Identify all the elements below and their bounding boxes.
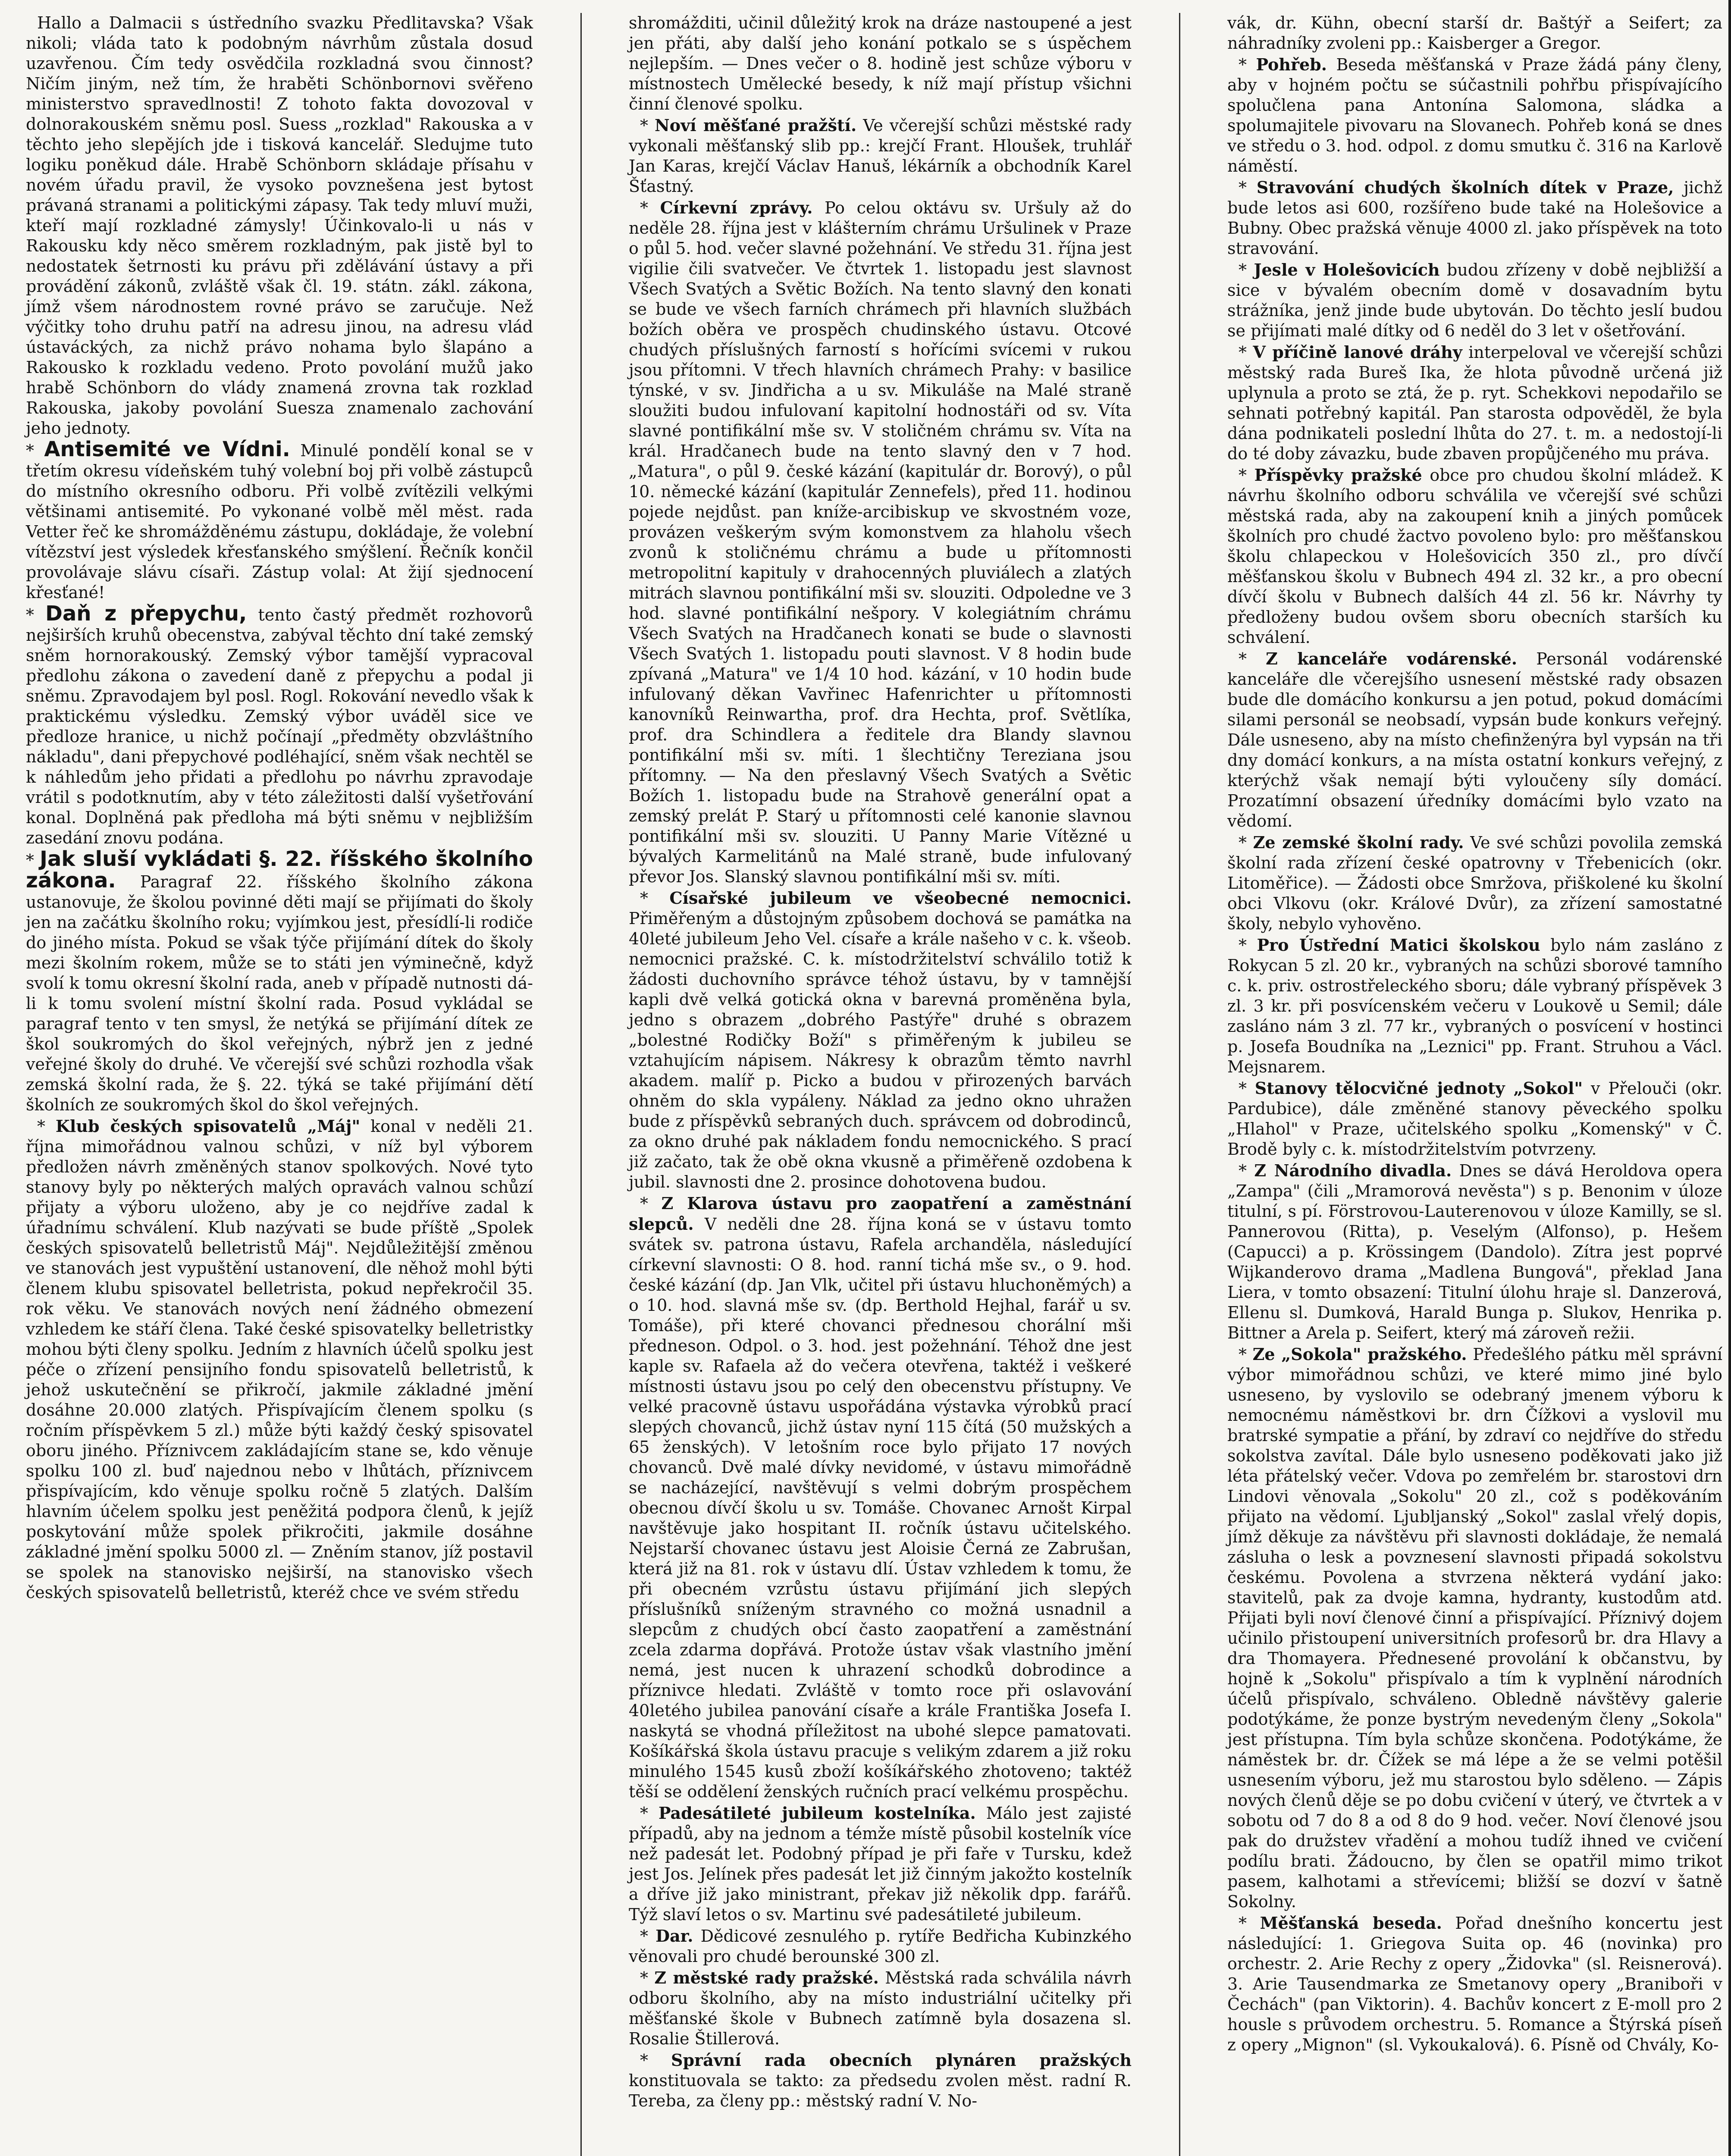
- news-item: * Z městské rady pražské. Městská rada schválila návrh odboru školního, aby na místo industriální učitelky při měšťanské škole v Bubnech zatímně byla dosazena sl. Rosalie Štillerová.: [629, 1968, 1132, 2048]
- news-item-heading: Pohřeb.: [1256, 55, 1327, 74]
- news-item-heading: Z Národního divadla.: [1254, 1161, 1452, 1180]
- news-item-body: konstituovala se takto: za předsedu zvolen měst. radní R. Tereba, za členy pp.: městský radní V. No-: [629, 2071, 1132, 2110]
- news-item: * Pro Ústřední Matici školskou bylo nám zasláno z Rokycan 5 zl. 20 kr., vybraných na schůzi sborové tamního c. k. priv. ostrostřeleckého sboru; dále vybraný příspěvek 3 zl. 3 kr. při posvícenském večeru v Loukově u Semil; dále zasláno nám 3 zl. 77 kr., vybraných o posvícení v hostinci p. Josefa Boudníka na „Leznici" pp. Frant. Struhou a Václ. Mejsnarem.: [1227, 935, 1722, 1076]
- news-item-heading: Příspěvky pražské: [1254, 465, 1422, 485]
- news-item-body: Minulé pondělí konal se v třetím okresu vídeňském tuhý volební boj při volbě zástupců do místního okresního odboru. Při volbě zvítězili velkými většinami antisemité. Po vykonané volbě měl měst. rada Vetter řeč ke shromážděnému zástupu, dokládaje, že volební vítězství jest výsledek křesťanského smýšlení. Řečník končil provolávaje slávu císaři. Zástup volal: At žijí sjednocení křesťané!: [26, 441, 533, 602]
- news-item: * Ze „Sokola" pražského. Předešlého pátku měl správní výbor mimořádnou schůzi, ve které mimo jiné bylo usneseno, by vyslovilo se odebraný jmenem výboru k nemocnému náměstkovi br. drn Čížkovi a vyslovil mu bratrské sympatie a přání, by zdraví co nejdříve do středu sokolstva zavítal. Dále bylo usneseno poděkovati jako již léta přátelský večer. Vdova po zemřelém br. starostovi drn Lindovi věnovala „Sokolu" 20 zl., což s poděkováním přijato na vědomí. Ljubljanský „Sokol" zaslal vřelý dopis, jímž děkuje za návštěvu při slavnosti dokládaje, že nemalá zásluha o lesk a povznesení slavnosti připadá sokolstvu českému. Povolena a stvrzena některá vydání jako: stavitelů, pak za dvoje kamna, hydranty, kustodům atd. Přijati byli noví členové činní a přispívající. Příznivý dojem učinilo přistoupení universitních profesorů br. dra Hlavy a dra Thomayera. Přednesené provolání k občanstvu, by hojně k „Sokolu" přispívalo a tím k vyplnění národních účelů přispívalo, schváleno. Obledně návštěvy galerie podotýkáme, že ponze bystrým nevedeným členy „Sokola" jest přístupna. Tím byla schůze skončena. Podotýkáme, že náměstek br. dr. Čížek se má lépe a že se velmi potěšil usnesením výboru, jež mu starostou bylo sděleno. — Zápis nových členů děje se po dobu cvičení v úterý, ve čtvrtek a v sobotu od 7 do 8 a od 8 do 9 hod. večer. Noví členové jsou pak do družstev vřadění a mohou tudíž ihned ve cvičení podílu brati. Žádoucno, by člen se opatřil mimo trikot pasem, kalhotami a střevícemi; bližší se dozví v šatně Sokolny.: [1227, 1344, 1722, 1911]
- news-item: * Z Klarova ústavu pro zaopatření a zaměstnání slepců. V neděli dne 28. října koná se v ústavu tomto svátek sv. patrona ústavu, Rafela archanděla, následující církevní slavnosti: O 8. hod. ranní tichá mše sv., o 9. hod. české kázání (dp. Jan Vlk, učitel při ústavu hluchoněmých) a o 10. hod. slavná mše sv. (dp. Berthold Hejhal, farář u sv. Tomáše), při které chovanci přednesou chorální mši předneson. Odpol. o 3. hod. jest požehnání. Téhož dne jest kaple sv. Rafaela až do večera otevřena, taktéž i veškeré místnosti ústavu jsou po celý den obecenstvu přístupny. Ve velké pracovně ústavu uspořádána výstavka výrobků prací slepých chovanců, jichž ústav nyní 115 čítá (50 mužských a 65 ženských). V letošním roce bylo přijato 17 nových chovanců. Dvě malé dívky nevidomé, v ústavu mimořádně se nacházející, navštěvují s velmi dobrým prospěchem obecnou dívčí školu u sv. Tomáše. Chovanec Arnošt Kirpal navštěvuje jako hospitant II. ročník ústavu učitelského. Nejstarší chovanec ústavu jest Aloisie Černá ze Zabrušan, která již na 81. rok v ústavu dlí. Ústav vzhledem k tomu, že při obecném vzrůstu ústavu přijímání jich slepých příslušníků sníženým stravného co možná usnadnil a slepcům z chudých obcí často zaopatření a zaměstnání zcela zdarma dopřává. Protože ústav však vlastního jmění nemá, jest nucen k uhrazení schodků dobrodince a příznivce hledati. Zvláště v tomto roce při oslavování 40letého jubilea panování císaře a krále Františka Josefa I. naskytá se vhodná příležitost na ubohé slepce pamatovati. Košíkářská škola ústavu pracuje s velikým zdarem a již roku minulého 1545 kusů zboží košíkářského zhotoveno; taktéž těší se oddělení ženských ručních prací velkému prospěchu.: [629, 1194, 1132, 1801]
- news-item: * Měšťanská beseda. Pořad dnešního koncertu jest následující: 1. Griegova Suita op. 46 (novinka) pro orchestr. 2. Arie Rechy z opery „Židovka" (sl. Reisnerová). 3. Arie Tausendmarka ze Smetanovy opery „Braniboři v Čechách" (pan Viktorin). 4. Bachův koncert z E-moll pro 2 housle s průvodem orchestru. 5. Romance a Štýrská píseň z opery „Mignon" (sl. Vykoukalová). 6. Písně od Chvály, Ko-: [1227, 1913, 1722, 2054]
- news-item-body: Po celou oktávu sv. Uršuly až do neděle 28. října jest v klášterním chrámu Uršulinek v Praze o půl 5. hod. večer slavné požehnání. Ve středu 31. října jest vigilie čili svatvečer. Ve čtvrtek 1. listopadu jest slavnost Všech Svatých a Světic Božích. Na tento slavný den konati se bude ve všech farních chrámech při hlavních službách božích oběra ve prospěch chudinského ústavu. Otcové chudých příslušných farností s hořícími svícemi v rukou jsou přítomni. V třech hlavních chrámech Prahy: v basilice týnské, v sv. Jindřicha a u sv. Mikuláše na Malé straně sloužiti budou infulovaní kapitolní hodnostáři od sv. Víta slavné pontifikální mše sv. V stoličném chrámu sv. Víta na král. Hradčanech bude na tento slavný den v 7 hod. „Matura", o půl 9. české kázání (kapitulár dr. Borový), o půl 10. německé kázání (kapitulár Zennefels), před 11. hodinou pojede nejdůst. pan kníže-arcibiskup ve skvostném voze, provázen veškerým svým komonstvem za hlaholu všech zvonů k stoličnému chrámu a bude u přítomnosti metropolitní kapituly v drahocenných pluviálech a zlatých mitrách slavnou pontifikální mši sv. slouziti. Odpoledne ve 3 hod. slavné pontifikální nešpory. V kolegiátním chrámu Všech Svatých na Hradčanech konati se bude o slavnosti Všech Svatých 1. listopadu pouti slavnost. V 8 hodin bude zpívaná „Matura" ve 1/4 10 hod. kázání, v 10 hodin bude infulovaný děkan Vavřinec Hafenrichter u přítomnosti kanovníků Reinwartha, prof. dra Hechta, prof. Světlíka, prof. dra Schindlera a ředitele dra Blandy slavnou pontifikální mši sv. míti. 1 šlechtičny Tereziana jsou přítomny. — Na den přeslavný Všech Svatých a Světic Božích 1. listopadu bude na Strahově generální opat a zemský prelát P. Starý u přítomnosti celé kanonie slavnou pontifikální mši sv. slouziti. U Panny Marie Vítězné u bývalých Karmelitánů na Malé straně, bude infulovaný převor Jos. Slanský slavnou pontifikální mši sv. míti.: [629, 198, 1132, 886]
- news-item: * Z kanceláře vodárenské. Personál vodárenské kanceláře dle včerejšího usnesení městské rady obsazen bude dle domácího konkursu a jen potud, pokud domácími silami personál se neobsadí, vypsán bude konkurs veřejný. Dále usneseno, aby na místo chefinženýra byl vypsán na tři dny domácí konkurs, a na místa ostatní konkurs veřejný, z kterýchž však nemají býti vyloučeny síly domácí. Prozatímní obsazení úředníky domácími bylo vzato na vědomí.: [1227, 649, 1722, 830]
- news-item-heading: Z Klarova ústavu pro zaopatření a zaměstnání slepců.: [629, 1194, 1132, 1234]
- column-3: [1227, 13, 1722, 2156]
- news-item-body: Dědicové zesnulého p. rytíře Bedřicha Kubinzkého věnovali pro chudé berounské 300 zl.: [629, 1927, 1132, 1966]
- news-item: * Noví měšťané pražští. Ve včerejší schůzi městské rady vykonali měšťanský slib pp.: krejčí Frant. Hloušek, truhlář Jan Karas, krejčí Václav Hanuš, lékárník a obchodník Karel Šťastný.: [629, 116, 1132, 196]
- page-edge-mark: [1728, 0, 1731, 2156]
- news-item-body: bylo nám zasláno z Rokycan 5 zl. 20 kr., vybraných na schůzi sborové tamního c. k. priv. ostrostřeleckého sboru; dále vybraný příspěvek 3 zl. 3 kr. při posvícenském večeru v Loukově u Semil; dále zasláno nám 3 zl. 77 kr., vybraných o posvícení v hostinci p. Josefa Boudníka na „Leznici" pp. Frant. Struhou a Václ. Mejsnarem.: [1227, 936, 1722, 1076]
- news-item: * Správní rada obecních plynáren pražských konstituovala se takto: za předsedu zvolen měst. radní R. Tereba, za členy pp.: městský radní V. No-: [629, 2050, 1132, 2110]
- news-item-body: v Přelouči (okr. Pardubice), dále změněné stanovy pěveckého spolku „Hlahol" v Praze, učitelského spolku „Komenský" v Č. Brodě byly c. k. místodržitelstvím potvrzeny.: [1227, 1079, 1722, 1159]
- news-item-body: Dnes se dává Heroldova opera „Zampa" (čili „Mramorová nevěsta") s p. Benonim v úloze titulní, s pí. Förstrovou-Lauterenovou v úloze Kamilly, se sl. Pannerovou (Ritta), p. Veselým (Alfonso), p. Hešem (Capucci) a p. Krössingem (Dandolo). Zítra jest poprvé Wijkanderovo drama „Madlena Bungová", překlad Jana Liera, v tomto obsazení: Titulní úlohu hraje sl. Danzerová, Ellenu sl. Dumková, Harald Bunga p. Slukov, Henrika p. Bittner a Arela p. Seifert, který má zároveň režii.: [1227, 1161, 1722, 1342]
- news-item: * Daň z přepychu, tento častý předmět rozhovorů nejširších kruhů obecenstva, zabýval těchto dní také zemský sněm hornorakouský. Zemský výbor tamější vypracoval předlohu zákona o zavedení daně z přepychu a podal ji sněmu. Zpravodajem byl posl. Rogl. Rokování nevedlo však k praktickému výsledku. Zemský výbor uváděl sice ve předloze hranice, u nichž počínají „předměty obzvláštního nákladu", dani přepychové podléhající, sněm však nechtěl se k náhledům jeho přidati a předlohu po návrhu zpravodaje vrátil s podotknutím, aby v této záležitosti další vyšetřování konal. Doplněná pak předloha má býti sněmu v nejbližším zasedání znovu podána.: [26, 602, 533, 847]
- news-item: * Padesátileté jubileum kostelníka. Málo jest zajisté případů, aby na jednom a témže místě působil kostelník více než padesát let. Podobný případ je při faře v Tursku, kdež jest Jos. Jelínek přes padesát let již činným jakožto kostelník a dříve již jako ministrant, překav již několik dpp. farářů. Týž slaví letos o sv. Martinu své padesátileté jubileum.: [629, 1803, 1132, 1924]
- news-item-heading: Z městské rady pražské.: [654, 1968, 879, 1987]
- news-item-heading: Jak sluší vykládati §. 22. říšského školního zákona.: [26, 847, 533, 893]
- news-item: [629, 13, 1132, 114]
- news-item-heading: Antisemité ve Vídni.: [44, 437, 290, 461]
- news-item-heading: Ze zemské školní rady.: [1253, 833, 1464, 852]
- news-item: [26, 13, 533, 439]
- news-item-heading: Církevní zprávy.: [660, 198, 813, 217]
- column-2: [629, 13, 1132, 2156]
- news-item: * Ze zemské školní rady. Ve své schůzi povolila zemská školní rada zřízení české opatrovny v Třebenicích (okr. Litoměřice). — Žádosti obce Smržova, přiškolené ku školní obci Vlkovu (okr. Králové Dvůr), za zřízení samostatné školy, nebylo vyhověno.: [1227, 833, 1722, 933]
- news-item-body: konal v neděli 21. října mimořádnou valnou schůzi, v níž byl výborem předložen návrh změněných stanov spolkových. Nové tyto stanovy byly po některých malých opravách valnou schůzí přijaty a výboru uloženo, aby je co nejdříve zadal k úřadnímu schválení. Klub nazývati se bude příště „Spolek českých spisovatelů belletristů Máj". Nejdůležitější změnou ve stanovách jest vypuštění ustanovení, dle něhož mohl býti členem klubu spisovatel belletrista, pokud nepřekročil 35. rok věku. Ve stanovách nových není žádného obmezení vzhledem ke stáří člena. Také české spisovatelky belletristky mohou býti členy spolku. Jedním z hlavních účelů spolku jest péče o zřízení pensijního fondu spisovatelů belletristů, k jehož uskutečnění se přikročí, jakmile základné jmění dosáhne 20.000 zlatých. Přispívajícím členem spolku (s ročním příspěvkem 5 zl.) může býti každý český spisovatel oboru jiného. Příznivcem zakládajícím stane se, kdo věnuje spolku 100 zl. buď najednou nebo v lhůtách, příznivcem přispívajícím, kdo věnuje spolku ročně 5 zlatých. Dalším hlavním účelem spolku jest peněžitá podpora členů, k jejíž poskytování může spolek přikročiti, jakmile dosáhne základné jmění spolku 5000 zl. — Zněním stanov, jíž postavil se spolek na stanovisko nejširší, na stanovisko všech českých spisovatelů belletristů, kteréž chce ve svém středu: [26, 1117, 533, 1602]
- news-item-body: Hallo a Dalmacii s ústředního svazku Předlitavska? Však nikoli; vláda tato k podobným návrhům zůstala dosud uzavřenou. Čím tedy osvědčila rozkladná svou činnost? Ničím jiným, než tím, že hraběti Schönbornovi svěřeno ministerstvo spravedlnosti! Z tohoto fakta dovozoval v dolnorakouském sněmu posl. Suess „rozklad" Rakouska a v těchto jeho slepějích jde i tisková kancelář. Sledujme tuto logiku poněkud dále. Hrabě Schönborn skládaje přísahu v novém úřadu pravil, že vysoko povznešena jest bytost právaná stranami a politickými zápasy. Tak tedy mluví muži, kteří mají rozkladné zámysly! Účinkovalo-li u nás v Rakousku kdy něco směrem rozkladným, pak jistě byl to nedostatek šetrnosti ku právu při zdělávání ústavy a při provádění zákonů, zvláště však čl. 19. státn. zákl. zákona, jímž všem národnostem rovné právo se zaručuje. Než výčitky toho druhu patří na adresu jinou, na adresu vlád ústaváckých, za nichž právo nohama bylo šlapáno a Rakousko k rozkladu vedeno. Proto povolání mužů jako hrabě Schönborn do vlády znamená zrovna tak rozklad Rakouska, jakoby povolání Suesza znamenalo zachování jeho jednoty.: [26, 13, 533, 438]
- news-item: * Příspěvky pražské obce pro chudou školní mládež. K návrhu školního odboru schválila ve včerejší své schůzi městská rada, aby na zakoupení knih a jiných pomůcek školních pro chudé žactvo povoleno bylo: pro měšťanskou školu chlapeckou v Holešovicích 350 zl., pro dívčí měšťanskou školu v Bubnech 494 zl. 32 kr., a pro obecní dívčí školu v Bubnech dalších 44 zl. 56 kr. Návrhy ty předloženy budou ovšem sboru obecních starších ku schválení.: [1227, 465, 1722, 647]
- news-item: * Stanovy tělocvičné jednoty „Sokol" v Přelouči (okr. Pardubice), dále změněné stanovy pěveckého spolku „Hlahol" v Praze, učitelského spolku „Komenský" v Č. Brodě byly c. k. místodržitelstvím potvrzeny.: [1227, 1078, 1722, 1159]
- news-item-heading: Stravování chudých školních dítek v Praze,: [1256, 178, 1674, 197]
- news-item-body: Beseda měšťanská v Praze žádá pány členy, aby v hojném počtu se súčastnili pohřbu přispívajícího spolučlena pana Antonína Salomona, sládka a spolumajitele pivovaru na Slovanech. Pohřeb koná se dnes ve středu o 3. hod. odpol. z domu smutku č. 316 na Karlově náměstí.: [1227, 55, 1722, 175]
- news-item-body: Pořad dnešního koncertu jest následující: 1. Griegova Suita op. 46 (novinka) pro orchestr. 2. Arie Rechy z opery „Židovka" (sl. Reisnerová). 3. Arie Tausendmarka ze Smetanovy opery „Braniboři v Čechách" (pan Viktorin). 4. Bachův koncert z E-moll pro 2 housle s průvodem orchestru. 5. Romance a Štýrská píseň z opery „Mignon" (sl. Vykoukalová). 6. Písně od Chvály, Ko-: [1227, 1914, 1722, 2054]
- news-item-body: Málo jest zajisté případů, aby na jednom a témže místě působil kostelník více než padesát let. Podobný případ je při faře v Tursku, kdež jest Jos. Jelínek přes padesát let již činným jakožto kostelník a dříve již jako ministrant, překav již několik dpp. farářů. Týž slaví letos o sv. Martinu své padesátileté jubileum.: [629, 1804, 1132, 1924]
- news-item-heading: Klub českých spisovatelů „Máj": [55, 1116, 361, 1136]
- news-item-body: Přiměřeným a důstojným způsobem dochová se památka na 40leté jubileum Jeho Vel. císaře a krále našeho v c. k. všeob. nemocnici pražské. C. k. místodržitelství schválilo totiž k žádosti duchovního správce téhož ústavu, by v tamnější kapli dvě velká gotická okna v barevná proměněna byla, jedno s obrazem „dobrého Pastýře" druhé s obrazem „bolestné Rodičky Boží" s přiměřeným k jubileu se vztahujícím nápisem. Nákresy k obrazům těmto navrhl akadem. malíř p. Picko a budou v přirozených barvách ohněm do skla vypáleny. Náklad za jedno okno uhražen bude z příspěvků sebraných duch. správcem od dobrodinců, za okno druhé pak nákladem fondu nemocnického. S prací již začato, tak že obě okna vkusně a přiměřeně ozdobena k jubil. slavnosti dne 2. prosince dohotovena budou.: [629, 909, 1132, 1191]
- news-item: * Jak sluší vykládati §. 22. říšského školního zákona. Paragraf 22. říšského školního zákona ustanovuje, že školou povinné děti mají se přijímati do školy jen na začátku školního roku; vyjímkou jest, přesídlí-li rodiče do jiného místa. Pokud se však týče přijímání dítek do školy mezi školním rokem, může se to státi jen výminečně, když svolí k tomu okresní školní rada, aneb v případě nutnosti dá-li k tomu svolení místní školní rada. Posud vykládal se paragraf tento v ten smysl, že netýká se přijímání dítek ze škol soukromých do škol veřejných, nýbrž jen z jedné veřejné školy do druhé. Ve včerejší své schůzi rozhodla však zemská školní rada, že §. 22. týká se také přijímání dětí školních ze soukromých škol do škol veřejných.: [26, 847, 533, 1114]
- news-item: * Pohřeb. Beseda měšťanská v Praze žádá pány členy, aby v hojném počtu se súčastnili pohřbu přispívajícího spolučlena pana Antonína Salomona, sládka a spolumajitele pivovaru na Slovanech. Pohřeb koná se dnes ve středu o 3. hod. odpol. z domu smutku č. 316 na Karlově náměstí.: [1227, 55, 1722, 175]
- news-item: * Z Národního divadla. Dnes se dává Heroldova opera „Zampa" (čili „Mramorová nevěsta") s p. Benonim v úloze titulní, s pí. Förstrovou-Lauterenovou v úloze Kamilly, se sl. Pannerovou (Ritta), p. Veselým (Alfonso), p. Hešem (Capucci) a p. Krössingem (Dandolo). Zítra jest poprvé Wijkanderovo drama „Madlena Bungová", překlad Jana Liera, v tomto obsazení: Titulní úlohu hraje sl. Danzerová, Ellenu sl. Dumková, Harald Bunga p. Slukov, Henrika p. Bittner a Arela p. Seifert, který má zároveň režii.: [1227, 1161, 1722, 1342]
- columns-container: [26, 13, 1724, 2156]
- news-item: * V příčině lanové dráhy interpeloval ve včerejší schůzi městský rada Bureš Ika, že hlota původně určená již uplynula a proto se ztá, že p. ryt. Schekkovi nepodařilo se sehnati potřebný kapitál. Pan starosta odpověděl, že byla dána podnikateli poslední lhůta do 27. t. m. a nedostojí-li do té doby závazku, bude zbaven propůjčeného mu práva.: [1227, 342, 1722, 463]
- news-item-heading: Ze „Sokola" pražského.: [1252, 1344, 1467, 1364]
- news-item-heading: Měšťanská beseda.: [1260, 1913, 1442, 1933]
- news-item-body: Ve své schůzi povolila zemská školní rada zřízení české opatrovny v Třebenicích (okr. Litoměřice). — Žádosti obce Smržova, přiškolené ku školní obci Vlkovu (okr. Králové Dvůr), za zřízení samostatné školy, nebylo vyhověno.: [1227, 833, 1722, 933]
- news-item: * Církevní zprávy. Po celou oktávu sv. Uršuly až do neděle 28. října jest v klášterním chrámu Uršulinek v Praze o půl 5. hod. večer slavné požehnání. Ve středu 31. října jest vigilie čili svatvečer. Ve čtvrtek 1. listopadu jest slavnost Všech Svatých a Světic Božích. Na tento slavný den konati se bude ve všech farních chrámech při hlavních službách božích oběra ve prospěch chudinského ústavu. Otcové chudých příslušných farností s hořícími svícemi v rukou jsou přítomni. V třech hlavních chrámech Prahy: v basilice týnské, v sv. Jindřicha a u sv. Mikuláše na Malé straně sloužiti budou infulovaní kapitolní hodnostáři od sv. Víta slavné pontifikální mše sv. V stoličném chrámu sv. Víta na král. Hradčanech bude na tento slavný den v 7 hod. „Matura", o půl 9. české kázání (kapitulár dr. Borový), o půl 10. německé kázání (kapitulár Zennefels), před 11. hodinou pojede nejdůst. pan kníže-arcibiskup ve skvostném voze, provázen veškerým svým komonstvem za hlaholu všech zvonů k stoličnému chrámu a bude u přítomnosti metropolitní kapituly v drahocenných pluviálech a zlatých mitrách slavnou pontifikální mši sv. slouziti. Odpoledne ve 3 hod. slavné pontifikální nešpory. V kolegiátním chrámu Všech Svatých na Hradčanech konati se bude o slavnosti Všech Svatých 1. listopadu pouti slavnost. V 8 hodin bude zpívaná „Matura" ve 1/4 10 hod. kázání, v 10 hodin bude infulovaný děkan Vavřinec Hafenrichter u přítomnosti kanovníků Reinwartha, prof. dra Hechta, prof. Světlíka, prof. dra Schindlera a ředitele dra Blandy slavnou pontifikální mši sv. míti. 1 šlechtičny Tereziana jsou přítomny. — Na den přeslavný Všech Svatých a Světic Božích 1. listopadu bude na Strahově generální opat a zemský prelát P. Starý u přítomnosti celé kanonie slavnou pontifikální mši sv. slouziti. U Panny Marie Vítězné u bývalých Karmelitánů na Malé straně, bude infulovaný převor Jos. Slanský slavnou pontifikální mši sv. míti.: [629, 198, 1132, 886]
- news-item: * Jesle v Holešovicích budou zřízeny v době nejbližší a sice v bývalém obecním domě v dosavadním bytu strážníka, jenž jinde bude ubytován. Do těchto jeslí budou se přijímati malé dítky od 6 neděl do 3 let v ošetřování.: [1227, 260, 1722, 340]
- news-item-body: Ve včerejší schůzi městské rady vykonali měšťanský slib pp.: krejčí Frant. Hloušek, truhlář Jan Karas, krejčí Václav Hanuš, lékárník a obchodník Karel Šťastný.: [629, 116, 1132, 196]
- news-item-body: budou zřízeny v době nejbližší a sice v bývalém obecním domě v dosavadním bytu strážníka, jenž jinde bude ubytován. Do těchto jeslí budou se přijímati malé dítky od 6 neděl do 3 let v ošetřování.: [1227, 260, 1722, 340]
- news-item-body: Předešlého pátku měl správní výbor mimořádnou schůzi, ve které mimo jiné bylo usneseno, by vyslovilo se odebraný jmenem výboru k nemocnému náměstkovi br. drn Čížkovi a vyslovil mu bratrské sympatie a přání, by zdraví co nejdříve do středu sokolstva zavítal. Dále bylo usneseno poděkovati jako již léta přátelský večer. Vdova po zemřelém br. starostovi drn Lindovi věnovala „Sokolu" 20 zl., což s poděkováním přijato na vědomí. Ljubljanský „Sokol" zaslal vřelý dopis, jímž děkuje za návštěvu při slavnosti dokládaje, že nemalá zásluha o lesk a povznesení slavnosti připadá sokolstvu českému. Povolena a stvrzena některá vydání jako: stavitelů, pak za dvoje kamna, hydranty, kustodům atd. Přijati byli noví členové činní a přispívající. Příznivý dojem učinilo přistoupení universitních profesorů br. dra Hlavy a dra Thomayera. Přednesené provolání k občanstvu, by hojně k „Sokolu" přispívalo a tím k vyplnění národních účelů přispívalo, schváleno. Obledně návštěvy galerie podotýkáme, že ponze bystrým nevedeným členy „Sokola" jest přístupna. Tím byla schůze skončena. Podotýkáme, že náměstek br. dr. Čížek se má lépe a že se velmi potěšil usnesením výboru, jež mu starostou bylo sděleno. — Zápis nových členů děje se po dobu cvičení v úterý, ve čtvrtek a v sobotu od 7 do 8 a od 8 do 9 hod. večer. Noví členové jsou pak do družstev vřadění a mohou tudíž ihned ve cvičení podílu brati. Žádoucno, by člen se opatřil mimo trikot pasem, kalhotami a střevícemi; bližší se dozví v šatně Sokolny.: [1227, 1345, 1722, 1911]
- news-item: * Císařské jubileum ve všeobecné nemocnici. Přiměřeným a důstojným způsobem dochová se památka na 40leté jubileum Jeho Vel. císaře a krále našeho v c. k. všeob. nemocnici pražské. C. k. místodržitelství schválilo totiž k žádosti duchovního správce téhož ústavu, by v tamnější kapli dvě velká gotická okna v barevná proměněna byla, jedno s obrazem „dobrého Pastýře" druhé s obrazem „bolestné Rodičky Boží" s přiměřeným k jubileu se vztahujícím nápisem. Nákresy k obrazům těmto navrhl akadem. malíř p. Picko a budou v přirozených barvách ohněm do skla vypáleny. Náklad za jedno okno uhražen bude z příspěvků sebraných duch. správcem od dobrodinců, za okno druhé pak nákladem fondu nemocnického. S prací již začato, tak že obě okna vkusně a přiměřeně ozdobena k jubil. slavnosti dne 2. prosince dohotovena budou.: [629, 888, 1132, 1191]
- news-item-heading: Z kanceláře vodárenské.: [1266, 649, 1518, 668]
- news-item-heading: Jesle v Holešovicích: [1254, 260, 1440, 279]
- news-item: [1227, 13, 1722, 53]
- news-item-heading: Daň z přepychu,: [45, 602, 247, 626]
- news-item-body: Personál vodárenské kanceláře dle včerejšího usnesení městské rady obsazen bude dle domácího konkursu a jen potud, pokud domácími silami personál se neobsadí, vypsán bude konkurs veřejný. Dále usneseno, aby na místo chefinženýra byl vypsán na tři dny domácí konkurs, a na místa ostatní konkurs veřejný, z kterýchž však nemají býti vyloučeny síly domácí. Prozatímní obsazení úředníky domácími bylo vzato na vědomí.: [1227, 649, 1722, 830]
- news-item-body: obce pro chudou školní mládež. K návrhu školního odboru schválila ve včerejší své schůzi městská rada, aby na zakoupení knih a jiných pomůcek školních pro chudé žactvo povoleno bylo: pro měšťanskou školu chlapeckou v Holešovicích 350 zl., pro dívčí měšťanskou školu v Bubnech 494 zl. 32 kr., a pro obecní dívčí školu v Bubnech dalších 44 zl. 56 kr. Návrhy ty předloženy budou ovšem sboru obecních starších ku schválení.: [1227, 466, 1722, 647]
- news-item-body: tento častý předmět rozhovorů nejširších kruhů obecenstva, zabýval těchto dní také zemský sněm hornorakouský. Zemský výbor tamější vypracoval předlohu zákona o zavedení daně z přepychu a podal ji sněmu. Zpravodajem byl posl. Rogl. Rokování nevedlo však k praktickému výsledku. Zemský výbor uváděl sice ve předloze hranice, u nichž počínají „předměty obzvláštního nákladu", dani přepychové podléhající, sněm však nechtěl se k náhledům jeho přidati a předlohu po návrhu zpravodaje vrátil s podotknutím, aby v této záležitosti další vyšetřování konal. Doplněná pak předloha má býti sněmu v nejbližším zasedání znovu podána.: [26, 605, 533, 847]
- news-item: * Antisemité ve Vídni. Minulé pondělí konal se v třetím okresu vídeňském tuhý volební boj při volbě zástupců do místního okresního odboru. Při volbě zvítězili velkými většinami antisemité. Po vykonané volbě měl měst. rada Vetter řeč ke shromážděnému zástupu, dokládaje, že volební vítězství jest výsledek křesťanského smýšlení. Řečník končil provolávaje slávu císaři. Zástup volal: At žijí sjednocení křesťané!: [26, 437, 533, 602]
- news-item-body: interpeloval ve včerejší schůzi městský rada Bureš Ika, že hlota původně určená již uplynula a proto se ztá, že p. ryt. Schekkovi nepodařilo se sehnati potřebný kapitál. Pan starosta odpověděl, že byla dána podnikateli poslední lhůta do 27. t. m. a nedostojí-li do té doby závazku, bude zbaven propůjčeného mu práva.: [1227, 343, 1722, 463]
- news-item-body: Městská rada schválila návrh odboru školního, aby na místo industriální učitelky při měšťanské škole v Bubnech zatímně byla dosazena sl. Rosalie Štillerová.: [629, 1968, 1132, 2048]
- news-item-heading: Správní rada obecních plynáren pražských: [671, 2050, 1132, 2070]
- news-item-body: V neděli dne 28. října koná se v ústavu tomto svátek sv. patrona ústavu, Rafela archanděla, následující církevní slavnosti: O 8. hod. ranní tichá mše sv., o 9. hod. české kázání (dp. Jan Vlk, učitel při ústavu hluchoněmých) a o 10. hod. slavná mše sv. (dp. Berthold Hejhal, farář u sv. Tomáše), při které chovanci přednesou chorální mši předneson. Odpol. o 3. hod. jest požehnání. Téhož dne jest kaple sv. Rafaela až do večera otevřena, taktéž i veškeré místnosti ústavu jsou po celý den obecenstvu přístupny. Ve velké pracovně ústavu uspořádána výstavka výrobků prací slepých chovanců, jichž ústav nyní 115 čítá (50 mužských a 65 ženských). V letošním roce bylo přijato 17 nových chovanců. Dvě malé dívky nevidomé, v ústavu mimořádně se nacházející, navštěvují s velmi dobrým prospěchem obecnou dívčí školu u sv. Tomáše. Chovanec Arnošt Kirpal navštěvuje jako hospitant II. ročník ústavu učitelského. Nejstarší chovanec ústavu jest Aloisie Černá ze Zabrušan, která již na 81. rok v ústavu dlí. Ústav vzhledem k tomu, že při obecném vzrůstu ústavu přijímání jich slepých příslušníků sníženým stravného co možná usnadnil a slepcům z chudých obcí často zaopatření a zaměstnání zcela zdarma dopřává. Protože ústav však vlastního jmění nemá, jest nucen k uhrazení schodků dobrodince a příznivce hledati. Zvláště v tomto roce při oslavování 40letého jubilea panování císaře a krále Františka Josefa I. naskytá se vhodná příležitost na ubohé slepce pamatovati. Košíkářská škola ústavu pracuje s velikým zdarem a již roku minulého 1545 kusů zboží košíkářského zhotoveno; taktéž těší se oddělení ženských ručních prací velkému prospěchu.: [629, 1215, 1132, 1801]
- news-item: * Stravování chudých školních dítek v Praze, jichž bude letos asi 600, rozšířeno bude také na Holešovice a Bubny. Obec pražská věnuje 4000 zl. jako příspěvek na toto stravování.: [1227, 178, 1722, 258]
- news-item: * Dar. Dědicové zesnulého p. rytíře Bedřicha Kubinzkého věnovali pro chudé berounské 300 zl.: [629, 1926, 1132, 1966]
- news-item-heading: Císařské jubileum ve všeobecné nemocnici.: [669, 888, 1132, 908]
- column-1: [26, 13, 533, 2156]
- news-item-heading: Dar.: [655, 1926, 693, 1946]
- news-item-body: Paragraf 22. říšského školního zákona ustanovuje, že školou povinné děti mají se přijímati do školy jen na začátku školního roku; vyjímkou jest, přesídlí-li rodiče do jiného místa. Pokud se však týče přijímání dítek do školy mezi školním rokem, může se to státi jen výminečně, když svolí k tomu okresní školní rada, aneb v případě nutnosti dá-li k tomu svolení místní školní rada. Posud vykládal se paragraf tento v ten smysl, že netýká se přijímání dítek ze škol soukromých do škol veřejných, nýbrž jen z jedné veřejné školy do druhé. Ve včerejší své schůzi rozhodla však zemská školní rada, že §. 22. týká se také přijímání dětí školních ze soukromých škol do škol veřejných.: [26, 872, 533, 1114]
- news-item-heading: Noví měšťané pražští.: [655, 116, 857, 135]
- news-item: * Klub českých spisovatelů „Máj" konal v neděli 21. října mimořádnou valnou schůzi, v níž byl výborem předložen návrh změněných stanov spolkových. Nové tyto stanovy byly po některých malých opravách valnou schůzí přijaty a výboru uloženo, aby je co nejdříve zadal k úřadnímu schválení. Klub nazývati se bude příště „Spolek českých spisovatelů belletristů Máj". Nejdůležitější změnou ve stanovách jest vypuštění ustanovení, dle něhož mohl býti členem klubu spisovatel belletrista, pokud nepřekročil 35. rok věku. Ve stanovách nových není žádného obmezení vzhledem ke stáří člena. Také české spisovatelky belletristky mohou býti členy spolku. Jedním z hlavních účelů spolku jest péče o zřízení pensijního fondu spisovatelů belletristů, k jehož uskutečnění se přikročí, jakmile základné jmění dosáhne 20.000 zlatých. Přispívajícím členem spolku (s ročním příspěvkem 5 zl.) může býti každý český spisovatel oboru jiného. Příznivcem zakládajícím stane se, kdo věnuje spolku 100 zl. buď najednou nebo v lhůtách, příznivcem přispívajícím, kdo věnuje spolku ročně 5 zlatých. Dalším hlavním účelem spolku jest peněžitá podpora členů, k jejíž poskytování může spolek přikročiti, jakmile dosáhne základné jmění spolku 5000 zl. — Zněním stanov, jíž postavil se spolek na stanovisko nejširší, na stanovisko všech českých spisovatelů belletristů, kteréž chce ve svém středu: [26, 1116, 533, 1602]
- news-item-heading: Padesátileté jubileum kostelníka.: [658, 1803, 976, 1823]
- news-item-body: jichž bude letos asi 600, rozšířeno bude také na Holešovice a Bubny. Obec pražská věnuje 4000 zl. jako příspěvek na toto stravování.: [1227, 178, 1722, 258]
- news-item-heading: Stanovy tělocvičné jednoty „Sokol": [1254, 1078, 1583, 1098]
- news-item-body: vák, dr. Kühn, obecní starší dr. Baštýř a Seifert; za náhradníky zvoleni pp.: Kaisberger a Gregor.: [1227, 13, 1722, 53]
- news-item-heading: Pro Ústřední Matici školskou: [1257, 935, 1540, 955]
- news-item-heading: V příčině lanové dráhy: [1253, 342, 1462, 362]
- news-item-body: shromážditi, učinil důležitý krok na dráze nastoupené a jest jen přáti, aby další jeho konání potkalo se s úspěchem nejlepším. — Dnes večer o 8. hodině jest schůze výboru v místnostech Umělecké besedy, k níž mají přístup všichni činní členové spolku.: [629, 13, 1132, 113]
